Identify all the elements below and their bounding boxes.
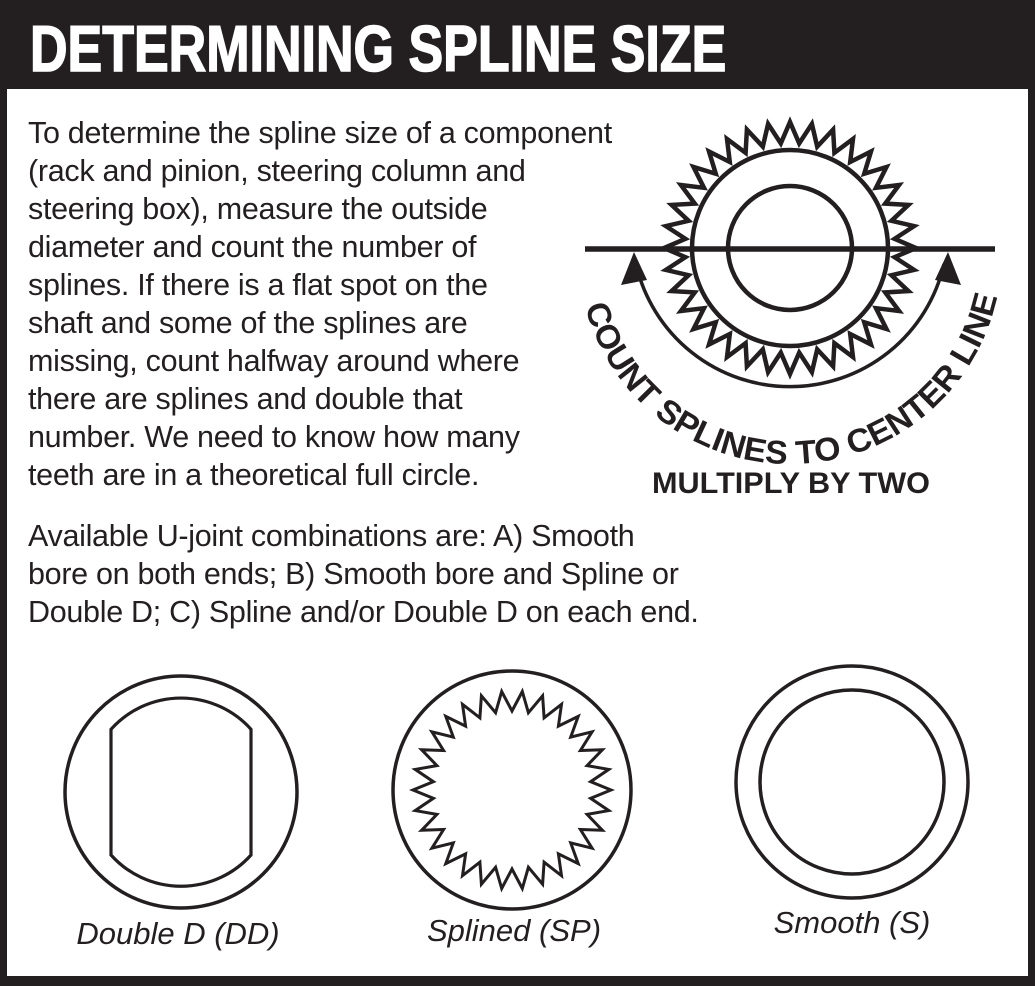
- splined-figure: [393, 671, 631, 948]
- intro-line: diameter and count the number of: [28, 230, 477, 264]
- double-d-bore-shape: [111, 698, 251, 886]
- multiply-caption: MULTIPLY BY TWO: [652, 467, 930, 500]
- arrow-up-left-icon: [621, 252, 647, 285]
- intro-line: (rack and pinion, steering column and: [28, 154, 526, 188]
- splined-bore-shape: [413, 692, 611, 889]
- curved-label-text: [578, 289, 1004, 472]
- header-bar: [0, 0, 1035, 89]
- combinations-line: Available U-joint combinations are: A) Smooth: [28, 519, 635, 553]
- smooth-figure: [736, 666, 968, 940]
- smooth-bore-circle: [760, 690, 944, 874]
- double-d-outer-circle: [65, 676, 297, 908]
- combinations-line: Double D; C) Spline and/or Double D on each end.: [28, 595, 699, 629]
- double-d-figure: [65, 676, 297, 951]
- smooth-outer-circle: [736, 666, 968, 898]
- splined-outer-circle: [393, 671, 631, 909]
- intro-line: there are splines and double that: [28, 382, 463, 416]
- intro-line: missing, count halfway around where: [28, 344, 520, 378]
- intro-line: number. We need to know how many: [28, 420, 520, 454]
- combinations-line: bore on both ends; B) Smooth bore and Spline or: [28, 557, 679, 591]
- intro-line: splines. If there is a flat spot on the: [28, 268, 488, 302]
- combinations-paragraph: [28, 517, 699, 631]
- joint-type-figures: [0, 645, 1035, 975]
- intro-line: shaft and some of the splines are: [28, 306, 468, 340]
- intro-paragraph: [28, 114, 612, 494]
- intro-line: teeth are in a theoretical full circle.: [28, 458, 480, 492]
- splined-label: Splined (SP): [426, 913, 602, 948]
- smooth-label: Smooth (S): [773, 905, 931, 940]
- curved-label: COUNT SPLINES TO CENTER LINE: [578, 289, 1005, 472]
- double-d-label: Double D (DD): [76, 916, 280, 951]
- spline-count-diagram: [553, 95, 1035, 515]
- arrow-up-right-icon: [935, 252, 961, 285]
- frame-border-bottom: [0, 976, 1035, 986]
- intro-line: To determine the spline size of a component: [28, 116, 612, 150]
- intro-line: steering box), measure the outside: [28, 192, 488, 226]
- page-title: DETERMINING SPLINE SIZE: [30, 12, 727, 85]
